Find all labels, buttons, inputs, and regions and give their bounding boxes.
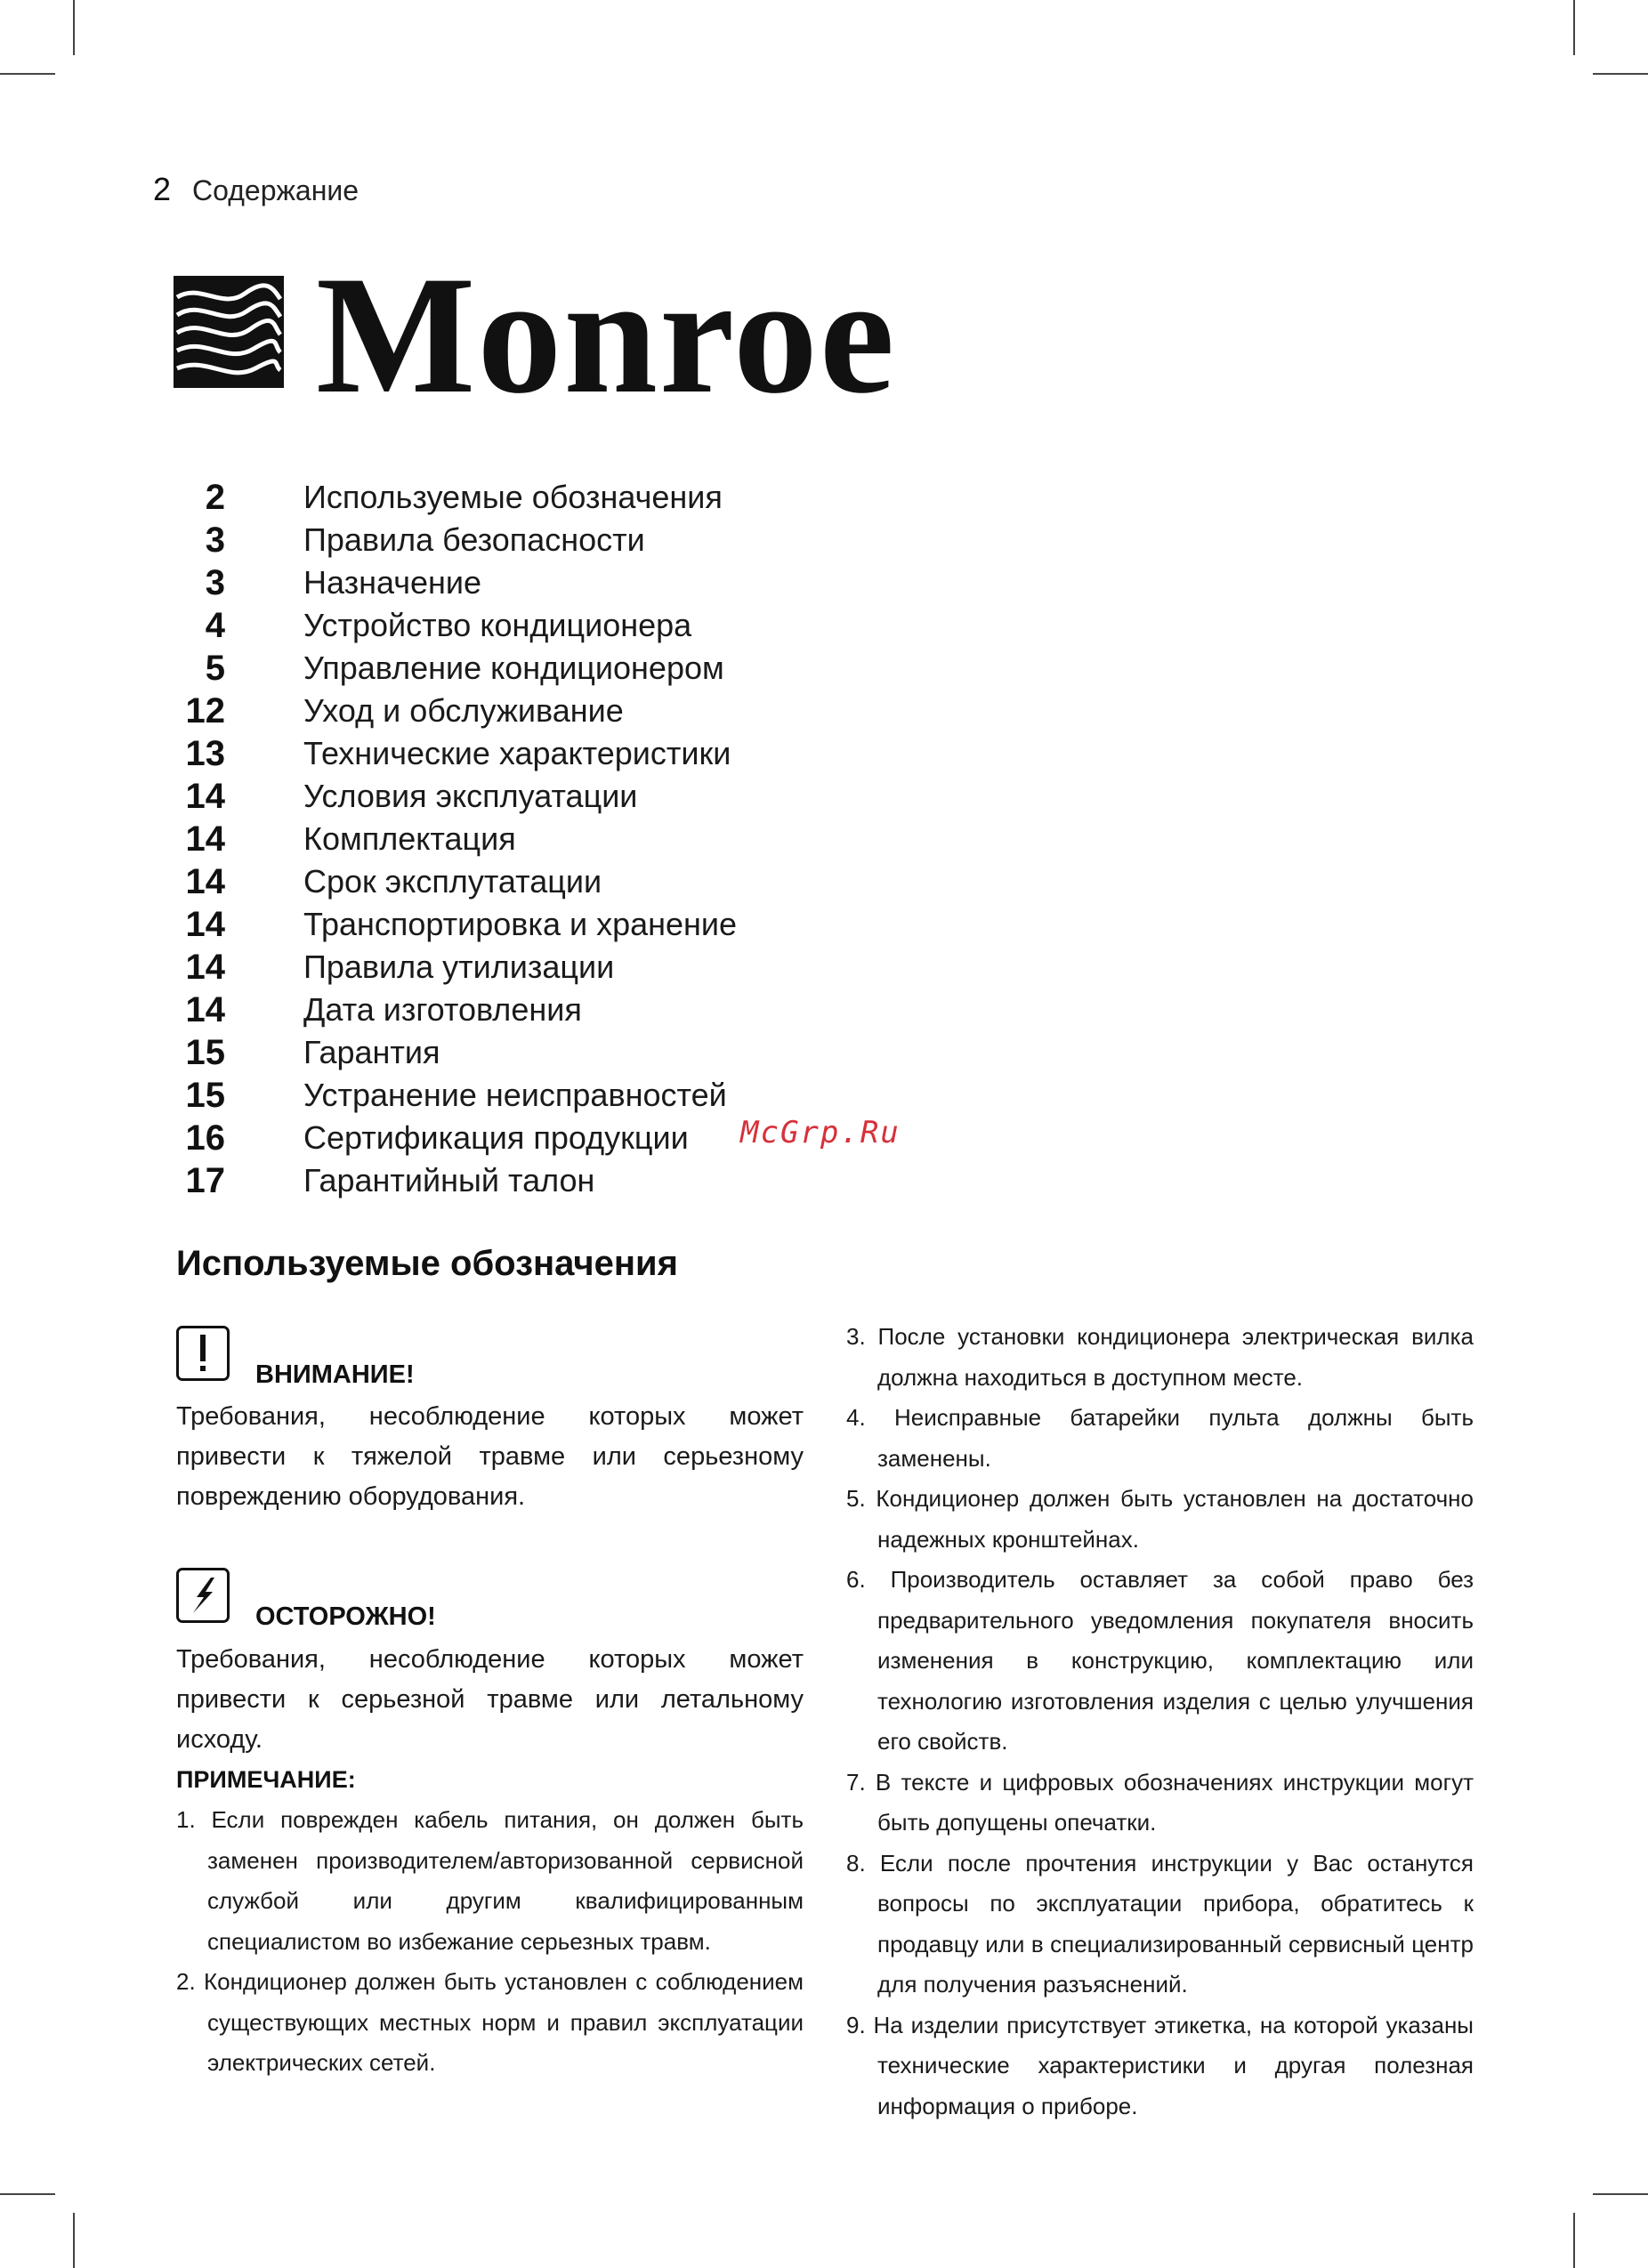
toc-page-number: 16	[185, 1118, 225, 1158]
toc-title: Используемые обозначения	[303, 479, 723, 515]
toc-entry[interactable]	[165, 561, 737, 604]
toc-entry[interactable]	[165, 989, 737, 1031]
note-item: 9. На изделии присутствует этикетка, на которой указаны технические характеристики и другая полезная информация о приборе.	[846, 2011, 1474, 2119]
notes-list-left	[176, 1800, 804, 2084]
attention-label: ВНИМАНИЕ!	[255, 1360, 415, 1389]
toc-page-number: 15	[185, 1075, 225, 1115]
toc-entry[interactable]	[165, 903, 737, 946]
caution-label: ОСТОРОЖНО!	[255, 1602, 436, 1631]
attention-text: Требования, несоблюдение которых может привести к тяжелой травме или серьезному повреждению оборудования.	[176, 1402, 804, 1511]
note-item: 3. После установки кондиционера электрическая вилка должна находиться в доступном месте.	[846, 1323, 1474, 1391]
note-heading: ПРИМЕЧАНИЕ:	[176, 1766, 356, 1793]
toc-page-number: 12	[185, 690, 225, 730]
toc-title: Сертификация продукции	[303, 1119, 689, 1156]
wave-emblem-icon	[174, 276, 284, 388]
toc-title: Гарантия	[303, 1034, 440, 1070]
table-of-contents	[165, 476, 737, 1202]
toc-page-number: 3	[205, 520, 225, 560]
toc-title: Технические характеристики	[303, 735, 731, 771]
toc-title: Уход и обслуживание	[303, 692, 624, 729]
note-item: 2. Кондиционер должен быть установлен с соблюдением существующих местных норм и правил эксплуатации электрических сетей.	[176, 1968, 804, 2076]
crop-mark	[73, 0, 75, 55]
toc-entry[interactable]	[165, 732, 737, 775]
toc-entry[interactable]	[165, 775, 737, 818]
note-item: 6. Производитель оставляет за собой право без предварительного уведомления покупателя вносить изменения в конструкцию, комплектацию или технологию изготовления изделия с целью улучшения его свойств.	[846, 1566, 1474, 1755]
toc-entry[interactable]	[165, 818, 737, 860]
crop-mark	[1593, 2193, 1648, 2195]
crop-mark	[1573, 0, 1575, 55]
crop-mark	[73, 2213, 75, 2268]
toc-entry[interactable]	[165, 946, 737, 989]
toc-page-number: 17	[185, 1160, 225, 1200]
toc-page-number: 14	[185, 819, 225, 859]
toc-page-number: 5	[205, 648, 225, 688]
note-item: 7. В тексте и цифровых обозначениях инструкции могут быть допущены опечатки.	[846, 1768, 1474, 1836]
toc-page-number: 15	[185, 1032, 225, 1072]
brand-logo	[174, 242, 992, 429]
crop-mark	[1593, 73, 1648, 75]
toc-entry[interactable]	[165, 860, 737, 903]
toc-page-number: 3	[205, 562, 225, 602]
toc-title: Комплектация	[303, 820, 516, 857]
section-title: Используемые обозначения	[176, 1244, 678, 1283]
toc-entry[interactable]	[165, 1074, 737, 1117]
toc-title: Правила безопасности	[303, 521, 645, 558]
lightning-icon	[176, 1568, 230, 1623]
note-item: 1. Если поврежден кабель питания, он должен быть заменен производителем/авторизованной сервисной службой или другим квалифицированным специалистом во избежание серьезных травм.	[176, 1806, 804, 1955]
toc-title: Гарантийный талон	[303, 1162, 595, 1199]
toc-title: Управление кондиционером	[303, 650, 724, 686]
toc-page-number: 14	[185, 947, 225, 987]
toc-entry[interactable]	[165, 1117, 737, 1159]
toc-entry[interactable]	[165, 476, 737, 519]
header-section-title: Содержание	[192, 174, 359, 206]
page-number: 2	[153, 171, 172, 207]
toc-entry[interactable]	[165, 519, 737, 561]
crop-mark	[0, 73, 55, 75]
toc-title: Срок эксплутатации	[303, 863, 602, 900]
toc-entry[interactable]	[165, 1031, 737, 1074]
toc-title: Условия эксплуатации	[303, 778, 638, 814]
caution-text: Требования, несоблюдение которых может привести к серьезной травме или летальному исходу.	[176, 1645, 804, 1754]
crop-mark	[0, 2193, 55, 2195]
watermark: McGrp.Ru	[740, 1115, 901, 1150]
toc-entry[interactable]	[165, 604, 737, 647]
toc-title: Транспортировка и хранение	[303, 906, 738, 942]
toc-title: Назначение	[303, 564, 482, 601]
toc-title: Устранение неисправностей	[303, 1077, 727, 1113]
toc-page-number: 14	[185, 904, 225, 944]
toc-title: Дата изготовления	[303, 991, 582, 1028]
toc-page-number: 14	[185, 776, 225, 816]
toc-page-number: 4	[205, 605, 225, 645]
note-item: 4. Неисправные батарейки пульта должны быть заменены.	[846, 1404, 1474, 1472]
toc-page-number: 2	[205, 477, 225, 517]
toc-entry[interactable]	[165, 647, 737, 690]
toc-page-number: 13	[185, 733, 225, 773]
brand-name: Monroe	[316, 242, 897, 429]
page-header	[153, 171, 359, 208]
notes-list-right	[846, 1317, 1474, 2127]
toc-page-number: 14	[185, 861, 225, 901]
toc-entry[interactable]	[165, 1159, 737, 1202]
crop-mark	[1573, 2213, 1575, 2268]
toc-entry[interactable]	[165, 690, 737, 732]
note-item: 8. Если после прочтения инструкции у Вас останутся вопросы по эксплуатации прибора, обратитесь к продавцу или в специализированный сервисный центр для получения разъяснений.	[846, 1849, 1474, 1998]
toc-title: Правила утилизации	[303, 948, 615, 985]
toc-title: Устройство кондиционера	[303, 607, 692, 643]
exclamation-icon	[176, 1326, 230, 1381]
note-item: 5. Кондиционер должен быть установлен на достаточно надежных кронштейнах.	[846, 1485, 1474, 1553]
toc-page-number: 14	[185, 989, 225, 1029]
